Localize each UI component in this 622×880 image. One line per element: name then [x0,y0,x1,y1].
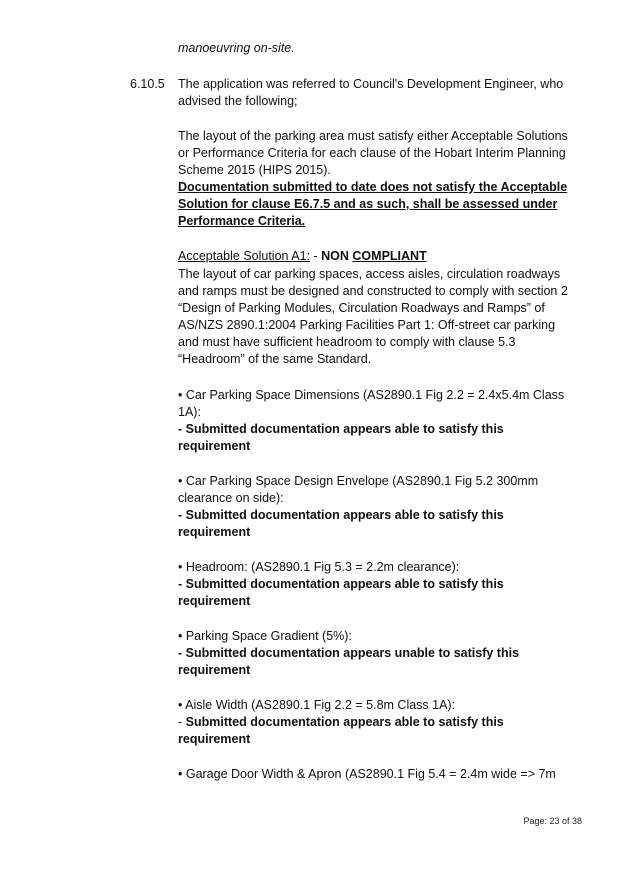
section-number: 6.10.5 [130,77,165,91]
acceptable-solution-heading [178,248,578,265]
item-result-dash: - [178,715,186,729]
intro-line: manoeuvring on-site. [178,41,295,55]
documentation-note: Documentation submitted to date does not satisfy the Acceptable Solution for clause E6.7.5 and as such, shall be assessed under Performance Criteria. [178,180,568,228]
item-result: - Submitted documentation appears able to satisfy this requirement [178,577,504,608]
non-label: NON [321,249,353,263]
item-title: • Aisle Width (AS2890.1 Fig 2.2 = 5.8m Class 1A): [178,698,456,712]
acceptable-solution-label: Acceptable Solution A1: [178,249,311,263]
item-result [178,714,578,748]
item-title: • Car Parking Space Design Envelope (AS2890.1 Fig 5.2 300mm clearance on side): [178,474,539,505]
item-title: • Car Parking Space Dimensions (AS2890.1 Fig 2.2 = 2.4x5.4m Class 1A): [178,388,565,419]
compliant-label: COMPLIANT [352,249,427,263]
item-title: • Headroom: (AS2890.1 Fig 5.3 = 2.2m clearance): [178,560,460,574]
acceptable-solution-dash: - [310,249,322,263]
item-result: - Submitted documentation appears able to satisfy this requirement [178,422,504,453]
item-result-text: Submitted documentation appears able to satisfy this requirement [178,715,504,746]
item-title: • Parking Space Gradient (5%): [178,629,352,643]
layout-paragraph: The layout of the parking area must satisfy either Acceptable Solutions or Performance Criteria for each clause of the Hobart Interim Planning Scheme 2015 (HIPS 2015). [178,129,568,177]
section-text: The application was referred to Council's Development Engineer, who advised the following; [178,77,564,108]
item-result: - Submitted documentation appears unable to satisfy this requirement [178,646,520,677]
acceptable-solution-text: The layout of car parking spaces, access aisles, circulation roadways and ramps must be designed and constructed to comply with section 2 “Design of Parking Modules, Circulation Roadways and Ramps” of AS/NZS 2890.1:2004 Parking Facilities Part 1: Off-street car parking and must have sufficient headroom to comply with clause 5.3 “Headroom” of the same Standard. [178,267,568,366]
item-result: - Submitted documentation appears able to satisfy this requirement [178,508,504,539]
page-number: Page: 23 of 38 [523,816,582,826]
item-title: • Garage Door Width & Apron (AS2890.1 Fig 5.4 = 2.4m wide => 7m [178,767,556,781]
